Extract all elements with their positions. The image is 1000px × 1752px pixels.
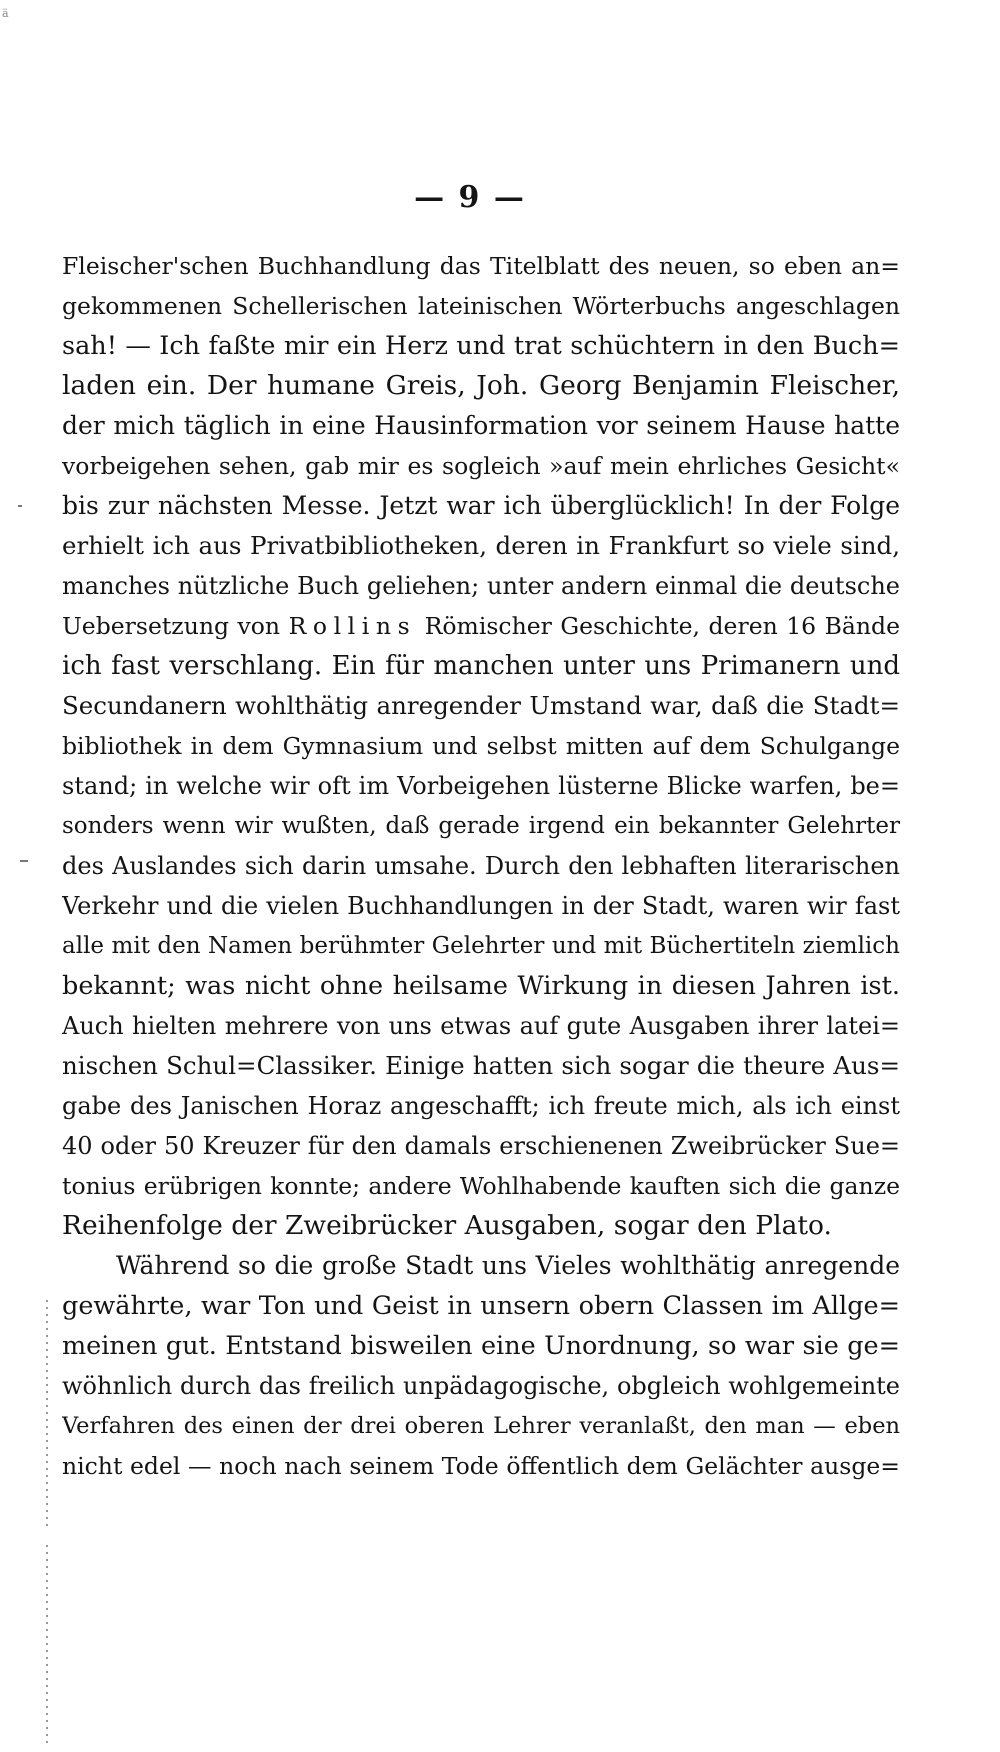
text-line-paragraph-start: Während so die große Stadt uns Vieles wohlthätig anregende	[116, 1251, 900, 1280]
text-line: Verkehr und die vielen Buchhandlungen in der Stadt, waren wir fast	[62, 892, 900, 920]
text-line: nicht edel — noch nach seinem Tode öffentlich dem Gelächter ausge=	[62, 1452, 900, 1480]
page-number: — 9 —	[414, 180, 526, 215]
text-line: wöhnlich durch das freilich unpädagogische, obgleich wohlgemeinte	[62, 1372, 900, 1400]
text-line: bis zur nächsten Messe. Jetzt war ich überglücklich! In der Folge	[62, 491, 900, 520]
text-line: gabe des Janischen Horaz angeschafft; ich freute mich, als ich einst	[62, 1092, 900, 1120]
text-line: Fleischer'schen Buchhandlung das Titelblatt des neuen, so eben an=	[62, 252, 900, 280]
text-line: laden ein. Der humane Greis, Joh. Georg Benjamin Fleischer,	[62, 370, 900, 401]
text-line: manches nützliche Buch geliehen; unter andern einmal die deutsche	[62, 572, 900, 600]
text-line: erhielt ich aus Privatbibliotheken, deren in Frankfurt so viele sind,	[62, 531, 900, 560]
left-margin-scan-artifact	[46, 1300, 48, 1530]
text-line: des Auslandes sich darin umsahe. Durch den lebhaften literarischen	[62, 852, 900, 880]
text-line: meinen gut. Entstand bisweilen eine Unordnung, so war sie ge=	[62, 1331, 900, 1361]
left-margin-scan-artifact	[46, 1545, 48, 1745]
stray-mark	[18, 505, 22, 507]
body-text	[62, 246, 900, 1486]
text-line: bibliothek in dem Gymnasium und selbst mitten auf dem Schulgange	[62, 732, 900, 760]
text-line: alle mit den Namen berühmter Gelehrter und mit Büchertiteln ziemlich	[62, 933, 900, 959]
text-line: Auch hielten mehrere von uns etwas auf gute Ausgaben ihrer latei=	[62, 1012, 900, 1040]
text-line: stand; in welche wir oft im Vorbeigehen lüsterne Blicke warfen, be=	[62, 772, 900, 800]
text-segment: Römischer Geschichte, deren 16 Bände	[416, 612, 900, 640]
spaced-name-rollins: Rollins	[288, 612, 417, 640]
text-line: ich fast verschlang. Ein für manchen unter uns Primanern und	[62, 651, 900, 681]
text-line: Secundanern wohlthätig anregender Umstand war, daß die Stadt=	[62, 691, 900, 720]
text-segment: Uebersetzung von	[62, 612, 289, 640]
text-line: tonius erübrigen konnte; andere Wohlhabende kauften sich die ganze	[62, 1172, 900, 1200]
text-line: gekommenen Schellerischen lateinischen Wörterbuchs angeschlagen	[62, 292, 900, 320]
text-line: sah! — Ich faßte mir ein Herz und trat schüchtern in den Buch=	[62, 331, 900, 361]
text-line-rollins	[62, 606, 900, 646]
text-line: der mich täglich in eine Hausinformation vor seinem Hause hatte	[62, 411, 900, 440]
text-line: 40 oder 50 Kreuzer für den damals erschienenen Zweibrücker Sue=	[62, 1132, 900, 1160]
text-line: Verfahren des einen der drei oberen Lehrer veranlaßt, den man — eben	[62, 1413, 900, 1439]
text-line-paragraph-end: Reihenfolge der Zweibrücker Ausgaben, sogar den Plato.	[62, 1210, 832, 1241]
text-line: gewährte, war Ton und Geist in unsern obern Classen im Allge=	[62, 1291, 900, 1321]
text-line: vorbeigehen sehen, gab mir es sogleich »auf mein ehrliches Gesicht«	[62, 452, 900, 480]
text-line: nischen Schul=Classiker. Einige hatten sich sogar die theure Aus=	[62, 1051, 900, 1080]
text-line: sonders wenn wir wußten, daß gerade irgend ein bekannter Gelehrter	[62, 813, 900, 839]
corner-scan-mark: ä	[2, 7, 9, 20]
stray-mark	[20, 860, 28, 862]
text-line: bekannt; was nicht ohne heilsame Wirkung in diesen Jahren ist.	[62, 971, 900, 1001]
